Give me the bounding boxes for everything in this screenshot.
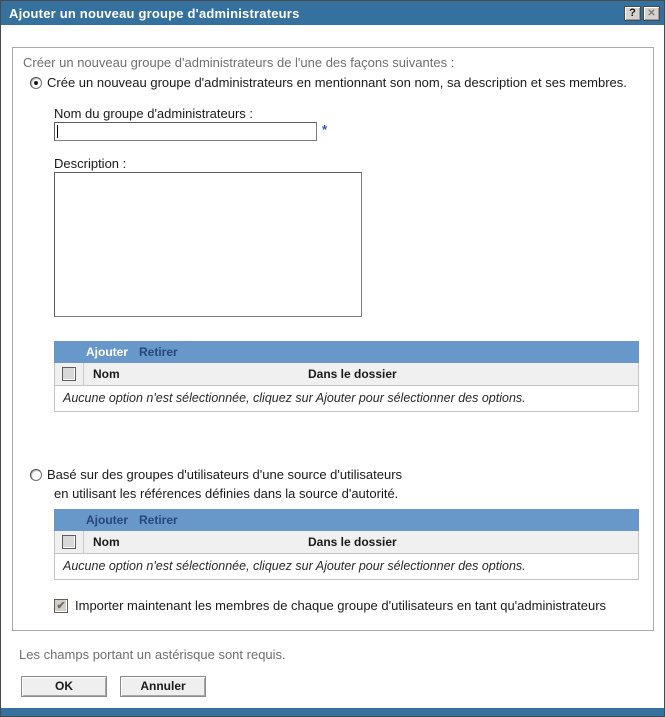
members-select-all-cell [55,363,84,385]
radio-create-group-label: Crée un nouveau groupe d'administrateurs en mentionnant son nom, sa description et ses membres. [47,75,627,90]
required-asterisk: * [322,122,328,137]
add-user-groups-link[interactable]: Ajouter [86,513,128,527]
action-buttons [21,676,206,697]
options-panel [12,47,654,631]
intro-text: Créer un nouveau groupe d'administrateurs de l'une des façons suivantes : [23,55,455,70]
members-column-name: Nom [93,367,120,381]
user-groups-empty-message: Aucune option n'est sélectionnée, cliquez sur Ajouter pour sélectionner des options. [54,554,639,580]
members-table-toolbar [54,341,639,363]
user-groups-table-toolbar [54,509,639,531]
required-fields-note: Les champs portant un astérisque sont requis. [19,647,286,662]
radio-user-source-label-line1: Basé sur des groupes d'utilisateurs d'une source d'utilisateurs [47,467,403,482]
cancel-button[interactable]: Annuler [120,676,206,697]
radio-create-group[interactable] [30,77,42,89]
description-textarea[interactable] [54,172,362,317]
user-groups-column-name: Nom [93,535,120,549]
radio-user-source-label-line2: en utilisant les références définies dans la source d'autorité. [54,486,399,501]
ok-button[interactable]: OK [21,676,107,697]
import-members-label: Importer maintenant les membres de chaque groupe d'utilisateurs en tant qu'administrateurs [75,598,607,613]
radio-user-source-groups[interactable] [30,469,42,481]
help-icon[interactable]: ? [624,6,641,21]
add-members-link[interactable]: Ajouter [86,345,128,359]
user-groups-column-folder: Dans le dossier [308,535,397,549]
group-name-label: Nom du groupe d'administrateurs : [54,106,254,121]
text-caret [57,125,58,138]
members-empty-message: Aucune option n'est sélectionnée, cliquez sur Ajouter pour sélectionner des options. [54,386,639,412]
user-groups-select-all-cell [55,531,84,553]
close-icon[interactable]: ✕ [643,6,660,21]
user-groups-table [54,509,639,580]
import-members-checkbox[interactable] [54,599,68,613]
dialog-content [1,25,664,716]
dialog-title: Ajouter un nouveau groupe d'administrateurs [9,5,300,21]
remove-user-groups-link[interactable]: Retirer [139,513,178,527]
title-bar [1,1,664,25]
bottom-accent-bar [1,708,664,716]
members-select-all-checkbox[interactable] [62,367,76,381]
members-table-header-row [54,363,639,386]
user-groups-table-header-row [54,531,639,554]
group-name-input[interactable] [54,122,317,141]
check-icon: ✔ [56,600,66,612]
remove-members-link[interactable]: Retirer [139,345,178,359]
description-label: Description : [54,156,127,171]
user-groups-select-all-checkbox[interactable] [62,535,76,549]
members-column-folder: Dans le dossier [308,367,397,381]
members-table [54,341,639,412]
import-members-row [54,598,606,613]
